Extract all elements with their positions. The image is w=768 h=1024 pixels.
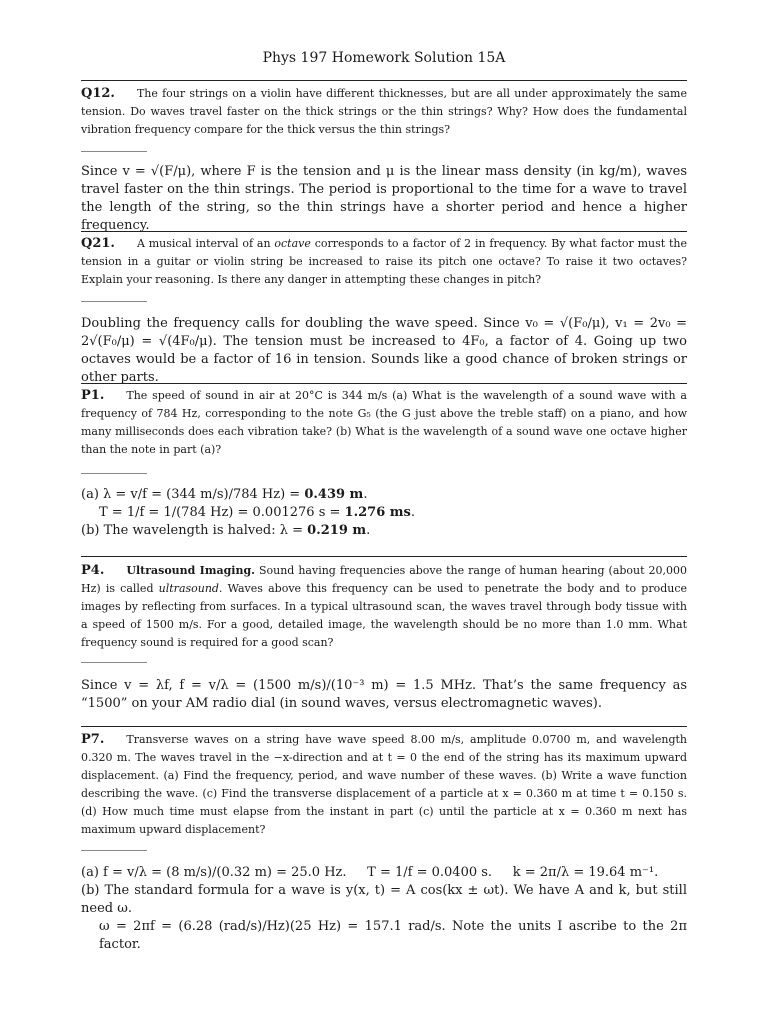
question-label: Q12. <box>81 86 115 101</box>
answer-p4: Since v = λf, f = v/λ = (1500 m/s)/(10⁻³ m) = 1.5 MHz. That’s the same frequency as “1500” on your AM radio dial (in sound waves, versus electromagnetic waves). <box>81 678 687 711</box>
question-text-pre: A musical interval of an <box>136 237 275 250</box>
answer-divider <box>81 151 147 152</box>
answer-line: (b) The wavelength is halved: λ = 0.219 m. <box>81 523 371 538</box>
question-text-pre: Sound having frequencies above the range of human hearing (about 20,000 Hz) is called <box>81 564 688 595</box>
section-divider <box>81 80 687 81</box>
question-text: The four strings on a violin have different thicknesses, but are all under approximately the same tension. Do waves travel faster on the thick strings or the thin strings? Why? How does the fundamental vibration frequency compare for the thick versus the thin strings? <box>81 87 687 136</box>
question-q21 <box>81 235 687 289</box>
answer-q12: Since v = √(F/μ), where F is the tension and μ is the linear mass density (in kg/m), waves travel faster on the thin strings. The period is proportional to the time for a wave to travel the length of the string, so the thin strings have a shorter period and hence a higher frequency. <box>81 164 687 233</box>
answer-divider <box>81 662 147 663</box>
answer-line: (a) λ = v/f = (344 m/s)/784 Hz) = 0.439 m. <box>81 487 368 502</box>
question-text-emphasis: ultrasound. <box>158 582 223 595</box>
question-text: The speed of sound in air at 20°C is 344 m/s (a) What is the wavelength of a sound wave with a frequency of 784 Hz, corresponding to the note G₅ (the G just above the treble staff) on a piano, and how many milliseconds does each vibration take? (b) What is the wavelength of a sound wave one octave higher than the note in part (a)? <box>81 389 687 456</box>
answer-line: (b) The standard formula for a wave is y(x, t) = A cos(kx ± ωt). We have A and k, but still need ω. <box>81 883 687 916</box>
question-p7 <box>81 731 687 839</box>
section-divider <box>81 556 687 557</box>
question-label: P7. <box>81 732 105 747</box>
answer-divider <box>81 473 147 474</box>
answer-divider <box>81 301 147 302</box>
question-q12 <box>81 85 687 139</box>
question-text-post: Waves above this frequency can be used to penetrate the body and to produce images by reflecting from surfaces. In a typical ultrasound scan, the waves travel through body tissue with a speed of 1500 m/s. For a good, detailed image, the wavelength should be no more than 1.0 mm. What frequency sound is required for a good scan? <box>81 582 688 649</box>
question-label: P1. <box>81 388 105 403</box>
answer-divider <box>81 850 147 851</box>
page-title: Phys 197 Homework Solution 15A <box>262 50 506 66</box>
question-text-emphasis: octave <box>274 237 311 250</box>
section-divider <box>81 231 687 232</box>
section-divider <box>81 383 687 384</box>
question-label: Q21. <box>81 236 115 251</box>
question-p4 <box>81 562 687 652</box>
answer-p7 <box>81 864 687 954</box>
answer-line: (a) f = v/λ = (8 m/s)/(0.32 m) = 25.0 Hz. T = 1/f = 0.0400 s. k = 2π/λ = 19.64 m⁻¹. <box>81 865 659 880</box>
answer-q21: Doubling the frequency calls for doubling the wave speed. Since v₀ = √(F₀/μ), v₁ = 2v₀ = 2√(F₀/μ) = √(4F₀/μ). The tension must be increased to 4F₀, a factor of 4. Going up two octaves would be a factor of 16 in tension. Sounds like a good chance of broken strings or other parts. <box>81 316 687 385</box>
answer-line: ω = 2πf = (6.28 (rad/s)/Hz)(25 Hz) = 157.1 rad/s. Note the units I ascribe to the 2π factor. <box>99 919 687 952</box>
question-label: P4. <box>81 563 105 578</box>
question-p1 <box>81 387 687 459</box>
question-text: Transverse waves on a string have wave speed 8.00 m/s, amplitude 0.0700 m, and wavelength 0.320 m. The waves travel in the −x-direction and at t = 0 the end of the string has its maximum upward displacement. (a) Find the frequency, period, and wave number of these waves. (b) Write a wave function describing the wave. (c) Find the transverse displacement of a particle at x = 0.360 m at time t = 0.150 s. (d) How much time must elapse from the instant in part (c) until the particle at x = 0.360 m next has maximum upward displacement? <box>81 733 687 836</box>
answer-line: T = 1/f = 1/(784 Hz) = 0.001276 s = 1.276 ms. <box>99 505 415 520</box>
question-heading: Ultrasound Imaging. <box>126 564 255 577</box>
question-text-post: corresponds to a factor of 2 in frequency. By what factor must the tension in a guitar or violin string be increased to raise its pitch one octave? To raise it two octaves? Explain your reasoning. Is there any danger in attempting these changes in pitch? <box>81 237 688 286</box>
answer-p1 <box>81 486 687 540</box>
section-divider <box>81 726 687 727</box>
